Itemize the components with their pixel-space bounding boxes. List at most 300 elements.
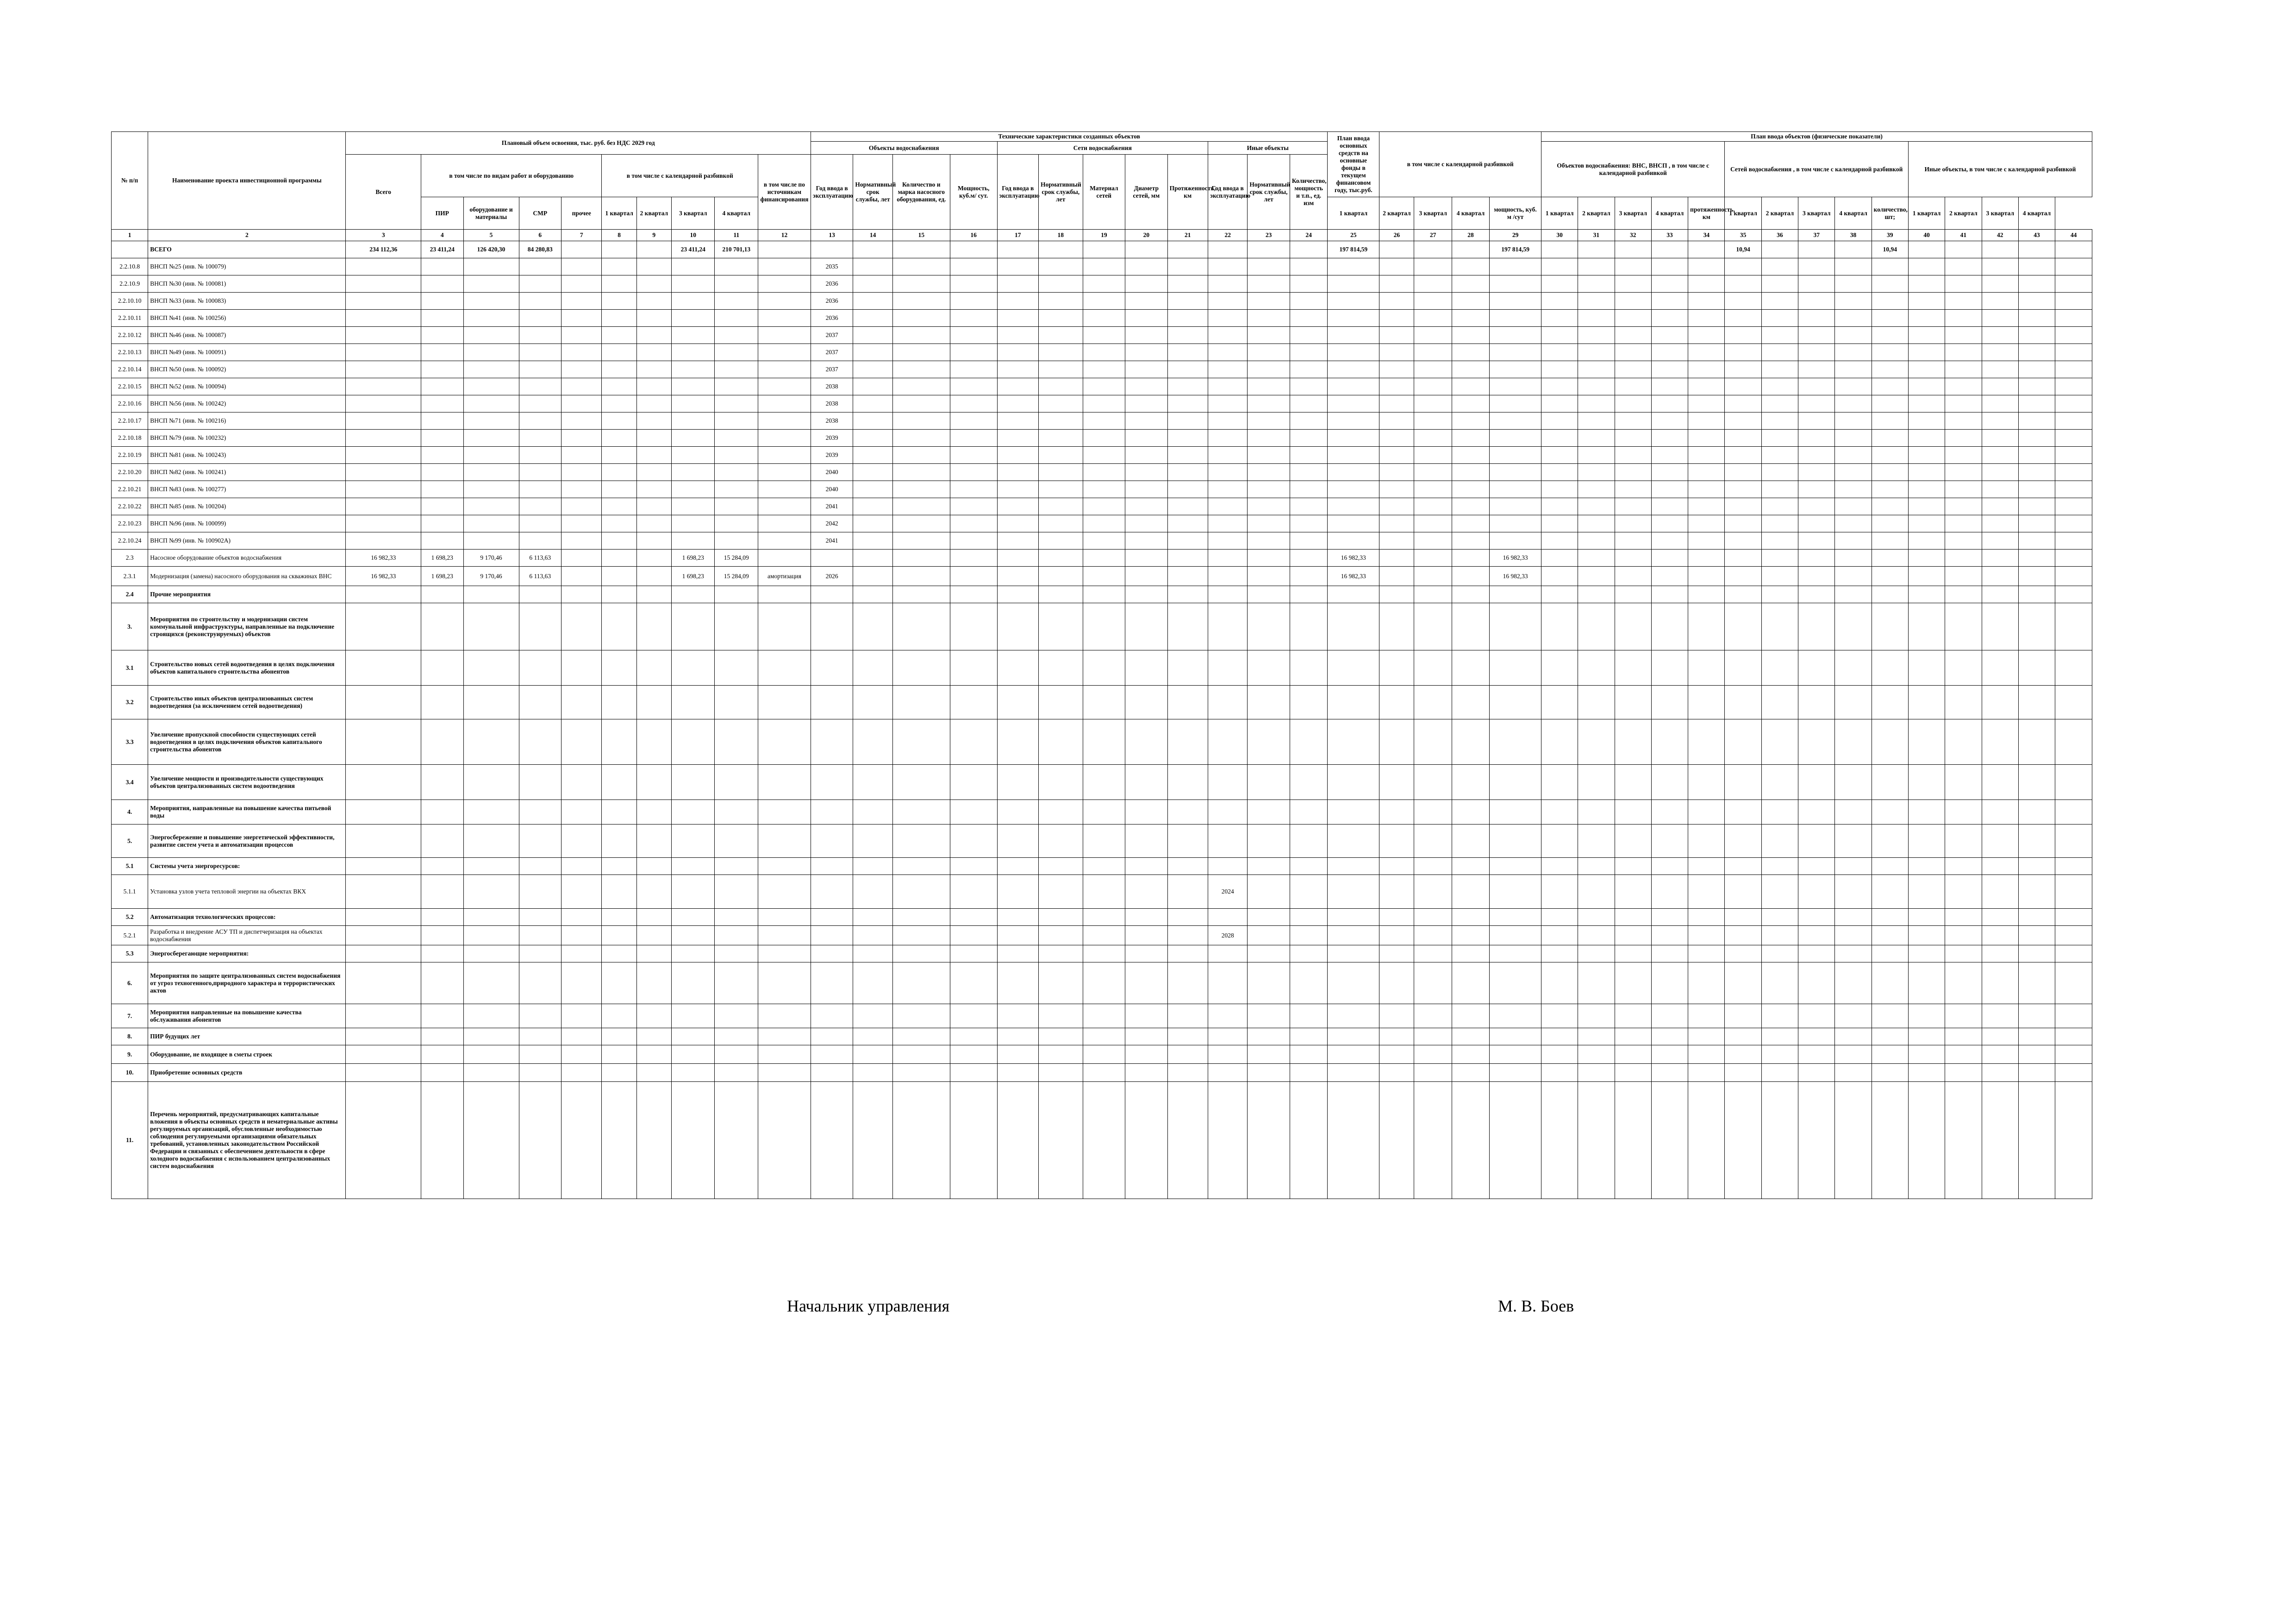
- row-cell: 197 814,59: [1328, 241, 1379, 258]
- row-cell: [636, 1045, 671, 1064]
- row-cell: [1125, 875, 1168, 909]
- row-cell: [1688, 1028, 1725, 1045]
- row-cell: [1761, 1004, 1798, 1028]
- row-cell: [1615, 875, 1651, 909]
- row-cell: [1761, 412, 1798, 430]
- row-cell: [602, 550, 636, 567]
- row-cell: [671, 327, 715, 344]
- row-cell: [1725, 293, 1761, 310]
- row-cell: [758, 310, 811, 327]
- row-cell: [1083, 1064, 1125, 1082]
- row-cell: [1982, 1064, 2018, 1082]
- row-cell: [346, 909, 421, 926]
- row-cell: [1725, 327, 1761, 344]
- row-cell: [1615, 945, 1651, 962]
- row-cell: [671, 875, 715, 909]
- row-cell: [1798, 603, 1835, 650]
- row-cell: [758, 515, 811, 532]
- row-cell: [2018, 310, 2055, 327]
- row-cell: [1651, 498, 1688, 515]
- row-cell: [1490, 395, 1541, 412]
- row-cell: [715, 765, 758, 800]
- row-cell: [602, 447, 636, 464]
- row-cell: [1945, 1028, 1982, 1045]
- row-cell: [1615, 395, 1651, 412]
- row-cell: [421, 1028, 464, 1045]
- row-cell: [1379, 1004, 1414, 1028]
- row-cell: [1414, 765, 1452, 800]
- row-cell: [1908, 945, 1945, 962]
- row-cell: [1982, 1028, 2018, 1045]
- row-cell: [1038, 800, 1083, 824]
- row-cell: [1328, 926, 1379, 945]
- row-cell: 2036: [811, 275, 853, 293]
- row-cell: [853, 765, 892, 800]
- row-cell: [1167, 567, 1208, 586]
- row-cell: [950, 550, 997, 567]
- row-cell: [421, 464, 464, 481]
- row-cell: [421, 447, 464, 464]
- row-cell: [853, 395, 892, 412]
- row-cell: 2037: [811, 361, 853, 378]
- row-cell: [715, 293, 758, 310]
- row-cell: [421, 1045, 464, 1064]
- row-cell: [1872, 361, 1908, 378]
- row-cell: [2055, 824, 2092, 858]
- row-cell: [671, 395, 715, 412]
- row-cell: [1982, 875, 2018, 909]
- row-cell: [1452, 686, 1489, 719]
- row-cell: [421, 962, 464, 1004]
- row-cell: [892, 258, 950, 275]
- row-cell: [1290, 962, 1327, 1004]
- row-cell: [421, 603, 464, 650]
- row-cell: [1328, 1064, 1379, 1082]
- row-cell: [1328, 686, 1379, 719]
- row-cell: [1379, 686, 1414, 719]
- row-cell: [1452, 550, 1489, 567]
- row-cell: [1908, 550, 1945, 567]
- row-cell: [1414, 567, 1452, 586]
- column-number: 34: [1688, 230, 1725, 241]
- row-cell: [1651, 464, 1688, 481]
- row-cell: [2018, 1082, 2055, 1199]
- row-cell: [1908, 858, 1945, 875]
- row-cell: [2018, 1045, 2055, 1064]
- column-number: 19: [1083, 230, 1125, 241]
- row-cell: 2040: [811, 464, 853, 481]
- row-number: 3.4: [112, 765, 148, 800]
- row-cell: [1651, 603, 1688, 650]
- row-cell: [1725, 498, 1761, 515]
- row-cell: [715, 650, 758, 686]
- row-cell: [1761, 378, 1798, 395]
- row-cell: [1167, 532, 1208, 550]
- row-cell: [1290, 603, 1327, 650]
- row-cell: [463, 686, 519, 719]
- row-cell: [346, 962, 421, 1004]
- row-cell: [715, 719, 758, 765]
- row-cell: [1945, 310, 1982, 327]
- row-cell: [1908, 258, 1945, 275]
- row-cell: [1379, 1082, 1414, 1199]
- row-cell: [636, 875, 671, 909]
- row-cell: [1982, 464, 2018, 481]
- row-cell: [997, 909, 1038, 926]
- row-cell: [997, 945, 1038, 962]
- row-cell: [892, 824, 950, 858]
- row-cell: [1248, 1064, 1290, 1082]
- column-number: 32: [1615, 230, 1651, 241]
- row-cell: [1982, 909, 2018, 926]
- row-cell: [1490, 515, 1541, 532]
- column-number: 37: [1798, 230, 1835, 241]
- row-cell: [1688, 293, 1725, 310]
- column-number: 2: [148, 230, 346, 241]
- row-cell: [1835, 586, 1872, 603]
- row-cell: [758, 498, 811, 515]
- row-cell: [602, 293, 636, 310]
- table-row: [112, 567, 2092, 586]
- row-cell: [602, 430, 636, 447]
- row-cell: [346, 1028, 421, 1045]
- row-cell: [602, 686, 636, 719]
- row-cell: [758, 650, 811, 686]
- row-cell: [1578, 378, 1615, 395]
- row-cell: [1414, 293, 1452, 310]
- row-cell: [1945, 258, 1982, 275]
- row-cell: [715, 481, 758, 498]
- table-row: [112, 1064, 2092, 1082]
- row-cell: [1379, 361, 1414, 378]
- header-net-length: протяженность, км: [1688, 197, 1725, 230]
- row-cell: [715, 430, 758, 447]
- row-cell: [1615, 344, 1651, 361]
- row-cell: [892, 686, 950, 719]
- row-cell: [1725, 464, 1761, 481]
- header-networks-plan: Сетей водоснабжения , в том числе с календарной разбивкой: [1725, 142, 1908, 197]
- row-cell: [1945, 241, 1982, 258]
- row-cell: [811, 962, 853, 1004]
- header-wo-life: Нормативный срок службы, лет: [853, 155, 892, 230]
- row-cell: [2055, 481, 2092, 498]
- row-cell: [1615, 1082, 1651, 1199]
- table-row: [112, 361, 2092, 378]
- row-cell: [671, 719, 715, 765]
- row-cell: [636, 344, 671, 361]
- row-cell: [1328, 824, 1379, 858]
- row-cell: [1615, 361, 1651, 378]
- row-cell: [1379, 327, 1414, 344]
- row-cell: [1248, 361, 1290, 378]
- row-cell: [1290, 824, 1327, 858]
- row-cell: [1248, 430, 1290, 447]
- row-cell: [1761, 719, 1798, 765]
- column-number: 21: [1167, 230, 1208, 241]
- row-cell: [715, 1064, 758, 1082]
- row-cell: [1541, 686, 1578, 719]
- row-cell: [715, 464, 758, 481]
- row-cell: [892, 800, 950, 824]
- row-cell: [671, 498, 715, 515]
- row-cell: [950, 464, 997, 481]
- row-cell: [1290, 1004, 1327, 1028]
- row-cell: [1379, 532, 1414, 550]
- row-cell: [463, 800, 519, 824]
- row-cell: [2055, 344, 2092, 361]
- row-cell: [1167, 412, 1208, 430]
- row-cell: [1328, 361, 1379, 378]
- row-cell: [2018, 765, 2055, 800]
- row-cell: [853, 1045, 892, 1064]
- row-cell: [1872, 945, 1908, 962]
- row-cell: [562, 327, 602, 344]
- row-cell: [562, 686, 602, 719]
- row-cell: [1038, 447, 1083, 464]
- row-cell: [1038, 464, 1083, 481]
- row-cell: [1578, 1064, 1615, 1082]
- row-cell: [519, 926, 562, 945]
- row-cell: [1038, 412, 1083, 430]
- row-cell: [562, 430, 602, 447]
- row-cell: [636, 361, 671, 378]
- row-cell: [892, 498, 950, 515]
- row-cell: [853, 430, 892, 447]
- row-cell: [562, 481, 602, 498]
- row-cell: [1125, 327, 1168, 344]
- row-cell: [2055, 275, 2092, 293]
- row-cell: 15 284,09: [715, 567, 758, 586]
- row-cell: [1290, 361, 1327, 378]
- row-cell: [562, 412, 602, 430]
- row-cell: [1615, 481, 1651, 498]
- row-cell: [1490, 875, 1541, 909]
- row-cell: [1798, 241, 1835, 258]
- row-cell: [1038, 824, 1083, 858]
- row-cell: [1452, 945, 1489, 962]
- row-cell: [892, 962, 950, 1004]
- row-cell: [1982, 586, 2018, 603]
- row-cell: [892, 909, 950, 926]
- row-cell: [1578, 686, 1615, 719]
- row-cell: [346, 1045, 421, 1064]
- row-cell: [1328, 945, 1379, 962]
- row-cell: [562, 945, 602, 962]
- row-cell: [1725, 310, 1761, 327]
- row-cell: [1835, 344, 1872, 361]
- row-cell: [1982, 293, 2018, 310]
- row-cell: [997, 962, 1038, 1004]
- row-cell: [758, 481, 811, 498]
- column-number: 35: [1725, 230, 1761, 241]
- row-cell: [1248, 395, 1290, 412]
- header-wo-capacity: Мощность, куб.м/ сут.: [950, 155, 997, 230]
- row-cell: [1908, 1082, 1945, 1199]
- row-cell: [1328, 603, 1379, 650]
- row-cell: [1578, 498, 1615, 515]
- row-number: 3.1: [112, 650, 148, 686]
- row-name: ВНСП №56 (инв. № 100242): [148, 395, 346, 412]
- row-cell: [950, 945, 997, 962]
- row-cell: [950, 1004, 997, 1028]
- row-name: Модернизация (замена) насосного оборудования на скважинах ВНС: [148, 567, 346, 586]
- row-cell: [1290, 241, 1327, 258]
- row-cell: [602, 926, 636, 945]
- row-cell: [1872, 550, 1908, 567]
- row-cell: [2018, 532, 2055, 550]
- row-cell: [1541, 962, 1578, 1004]
- row-cell: [1208, 586, 1248, 603]
- row-cell: [1982, 800, 2018, 824]
- row-cell: [1615, 650, 1651, 686]
- row-cell: [1083, 447, 1125, 464]
- column-number: 11: [715, 230, 758, 241]
- row-cell: [1038, 875, 1083, 909]
- row-cell: [1688, 909, 1725, 926]
- row-cell: [1290, 310, 1327, 327]
- row-cell: [1379, 603, 1414, 650]
- row-cell: [2055, 258, 2092, 275]
- row-cell: [602, 515, 636, 532]
- row-cell: [636, 1028, 671, 1045]
- row-cell: [1452, 310, 1489, 327]
- row-cell: [1835, 241, 1872, 258]
- row-cell: [1490, 586, 1541, 603]
- row-cell: [1167, 858, 1208, 875]
- row-cell: [2018, 1004, 2055, 1028]
- row-cell: [1725, 586, 1761, 603]
- row-cell: [1290, 532, 1327, 550]
- row-cell: [2055, 447, 2092, 464]
- row-cell: [1651, 1045, 1688, 1064]
- row-cell: [1328, 515, 1379, 532]
- row-cell: [1945, 1004, 1982, 1028]
- row-cell: [636, 824, 671, 858]
- row-cell: [997, 586, 1038, 603]
- row-cell: [1379, 241, 1414, 258]
- row-cell: [1982, 430, 2018, 447]
- row-cell: [1414, 515, 1452, 532]
- row-cell: [1167, 800, 1208, 824]
- row-cell: [1872, 430, 1908, 447]
- row-cell: [1835, 1082, 1872, 1199]
- row-name: ВНСП №49 (инв. № 100091): [148, 344, 346, 361]
- row-cell: [1452, 858, 1489, 875]
- row-cell: [1578, 327, 1615, 344]
- row-cell: [1038, 344, 1083, 361]
- row-cell: [562, 586, 602, 603]
- row-cell: [2018, 858, 2055, 875]
- row-cell: [1038, 515, 1083, 532]
- row-cell: [1908, 1045, 1945, 1064]
- row-cell: [636, 926, 671, 945]
- row-cell: [1490, 1004, 1541, 1028]
- row-cell: [1908, 765, 1945, 800]
- row-name: Приобретение основных средств: [148, 1064, 346, 1082]
- row-cell: [1208, 765, 1248, 800]
- table-row: [112, 498, 2092, 515]
- row-cell: [636, 310, 671, 327]
- row-cell: [636, 241, 671, 258]
- row-cell: [463, 1045, 519, 1064]
- row-cell: [1541, 481, 1578, 498]
- row-cell: [463, 1004, 519, 1028]
- row-cell: [950, 481, 997, 498]
- row-cell: [1945, 686, 1982, 719]
- row-cell: [1379, 824, 1414, 858]
- row-cell: 2042: [811, 515, 853, 532]
- row-cell: [1083, 310, 1125, 327]
- row-cell: [892, 1082, 950, 1199]
- row-name: ВНСП №83 (инв. № 100277): [148, 481, 346, 498]
- row-cell: [421, 361, 464, 378]
- row-cell: [1248, 1082, 1290, 1199]
- row-cell: [1982, 945, 2018, 962]
- row-cell: [671, 1028, 715, 1045]
- row-cell: 6 113,63: [519, 550, 562, 567]
- row-cell: [1379, 515, 1414, 532]
- row-cell: [1248, 481, 1290, 498]
- header-wn-diameter: Диаметр сетей, мм: [1125, 155, 1168, 230]
- row-cell: [1798, 293, 1835, 310]
- row-cell: [1615, 430, 1651, 447]
- row-cell: [1083, 926, 1125, 945]
- row-cell: [1872, 858, 1908, 875]
- row-cell: [1328, 909, 1379, 926]
- row-cell: [950, 824, 997, 858]
- row-cell: [1651, 1004, 1688, 1028]
- row-cell: [2055, 926, 2092, 945]
- row-cell: [811, 719, 853, 765]
- column-number: 10: [671, 230, 715, 241]
- row-cell: [1125, 603, 1168, 650]
- row-cell: [1651, 926, 1688, 945]
- row-cell: [602, 909, 636, 926]
- row-cell: [1798, 361, 1835, 378]
- row-cell: [997, 532, 1038, 550]
- row-cell: [1290, 567, 1327, 586]
- column-number: 36: [1761, 230, 1798, 241]
- row-cell: [1982, 344, 2018, 361]
- row-cell: [811, 1045, 853, 1064]
- header-oo-life: Нормативный срок службы, лет: [1248, 155, 1290, 230]
- column-number: 31: [1578, 230, 1615, 241]
- row-cell: [1578, 1045, 1615, 1064]
- row-cell: [2018, 686, 2055, 719]
- row-cell: [1578, 464, 1615, 481]
- header-oth-q3: 3 квартал: [1982, 197, 2018, 230]
- row-cell: [636, 258, 671, 275]
- row-cell: [463, 875, 519, 909]
- row-cell: [636, 447, 671, 464]
- row-cell: [715, 395, 758, 412]
- row-cell: [1038, 858, 1083, 875]
- row-cell: [1688, 586, 1725, 603]
- row-cell: [1651, 909, 1688, 926]
- row-cell: [1651, 447, 1688, 464]
- row-cell: [1982, 686, 2018, 719]
- row-cell: [1167, 327, 1208, 344]
- row-cell: [1414, 824, 1452, 858]
- row-cell: [463, 395, 519, 412]
- row-cell: [1167, 945, 1208, 962]
- row-cell: [671, 650, 715, 686]
- row-cell: [2055, 378, 2092, 395]
- row-cell: [1328, 258, 1379, 275]
- row-cell: [346, 875, 421, 909]
- row-cell: [1541, 515, 1578, 532]
- row-cell: [1208, 962, 1248, 1004]
